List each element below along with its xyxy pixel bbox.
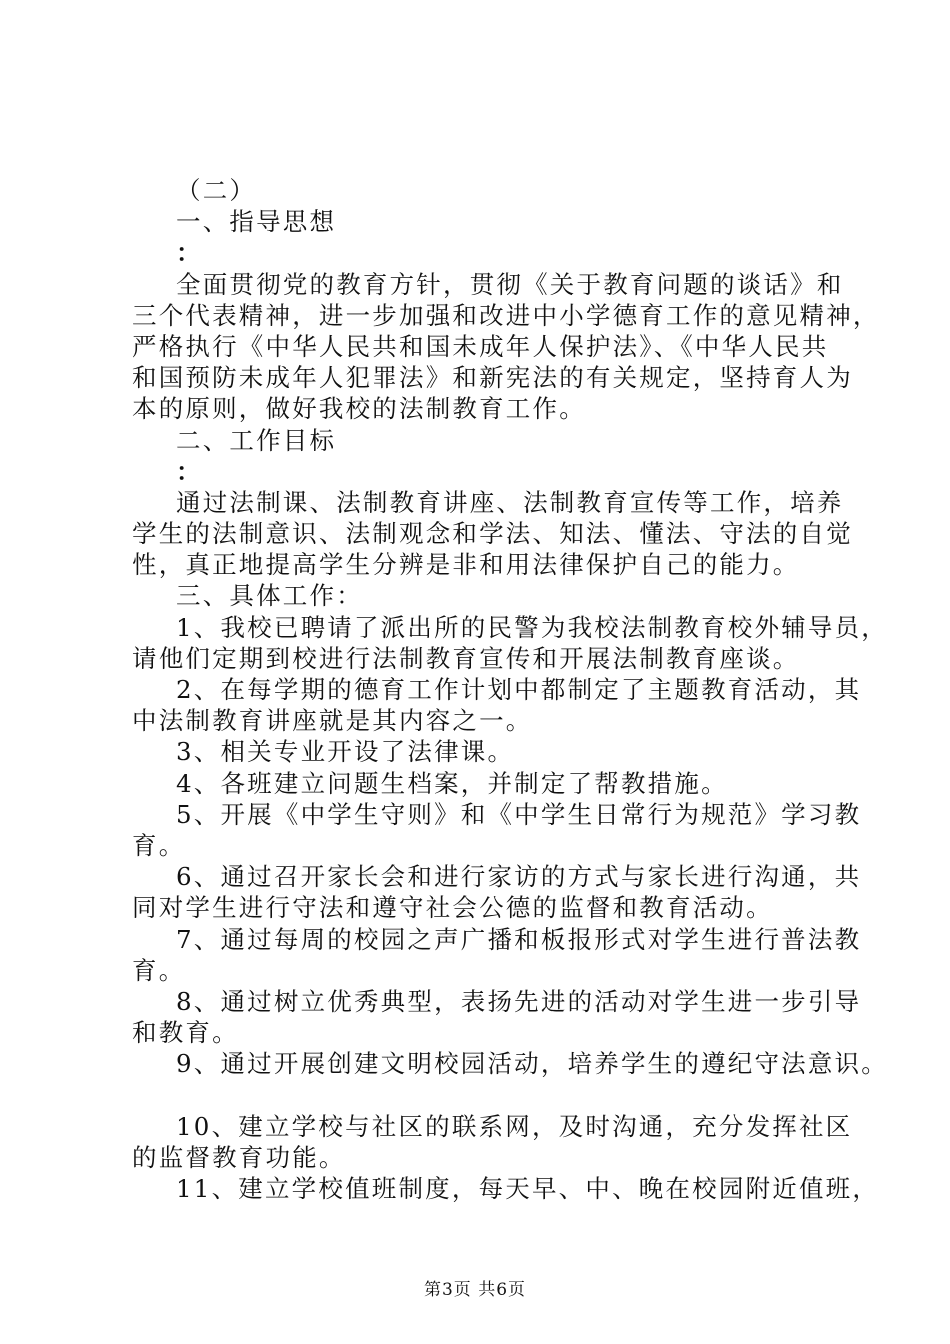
text-line: 全面贯彻党的教育方针，贯彻《关于教育问题的谈话》和	[176, 269, 844, 299]
text-line: 和国预防未成年人犯罪法》和新宪法的有关规定，坚持育人为	[132, 363, 853, 393]
text-line: 二、工作目标	[176, 425, 337, 455]
text-line: 9、通过开展创建文明校园活动，培养学生的遵纪守法意识。	[176, 1049, 888, 1079]
blank-line	[132, 1079, 852, 1110]
text-line: 育。	[132, 955, 186, 985]
text-line: 育。	[132, 830, 186, 860]
text-line: 三个代表精神，进一步加强和改进中小学德育工作的意见精神，	[132, 300, 880, 330]
text-line: 一、指导思想	[176, 207, 337, 237]
text-line: （二）	[176, 176, 257, 205]
text-line: 中法制教育讲座就是其内容之一。	[132, 706, 533, 736]
text-line: 1、我校已聘请了派出所的民警为我校法制教育校外辅导员，	[176, 612, 888, 642]
text-line: 性，真正地提高学生分辨是非和用法律保护自己的能力。	[132, 550, 800, 580]
text-line: 和教育。	[132, 1018, 239, 1048]
text-line: 通过法制课、法制教育讲座、法制教育宣传等工作，培养	[176, 487, 844, 517]
text-line: 的监督教育功能。	[132, 1142, 346, 1172]
text-line: ：	[176, 456, 203, 486]
document-body	[132, 175, 888, 1204]
text-line: 三、具体工作：	[176, 581, 363, 611]
text-line: 3、相关专业开设了法律课。	[176, 737, 515, 767]
page-footer: 第3页 共6页	[423, 1280, 527, 1300]
text-line: 请他们定期到校进行法制教育宣传和开展法制教育座谈。	[132, 643, 800, 673]
text-line: 5、开展《中学生守则》和《中学生日常行为规范》学习教	[176, 799, 862, 829]
text-line: 严格执行《中华人民共和国未成年人保护法》、《中华人民共	[132, 331, 829, 361]
text-line: 10、建立学校与社区的联系网，及时沟通，充分发挥社区	[176, 1111, 853, 1141]
text-line: 11、建立学校值班制度，每天早、中、晚在校园附近值班，	[176, 1174, 880, 1203]
text-line: 学生的法制意识、法制观念和学法、知法、懂法、守法的自觉	[132, 519, 853, 549]
text-line: 4、各班建立问题生档案，并制定了帮教措施。	[176, 768, 728, 798]
text-line: 7、通过每周的校园之声广播和板报形式对学生进行普法教	[176, 924, 862, 954]
text-line: ：	[176, 238, 203, 268]
text-line: 8、通过树立优秀典型，表扬先进的活动对学生进一步引导	[176, 986, 862, 1016]
text-line: 同对学生进行守法和遵守社会公德的监督和教育活动。	[132, 893, 773, 923]
text-line: 6、通过召开家长会和进行家访的方式与家长进行沟通，共	[176, 862, 862, 892]
text-line: 本的原则，做好我校的法制教育工作。	[132, 394, 586, 424]
text-line: 2、在每学期的德育工作计划中都制定了主题教育活动，其	[176, 675, 862, 704]
